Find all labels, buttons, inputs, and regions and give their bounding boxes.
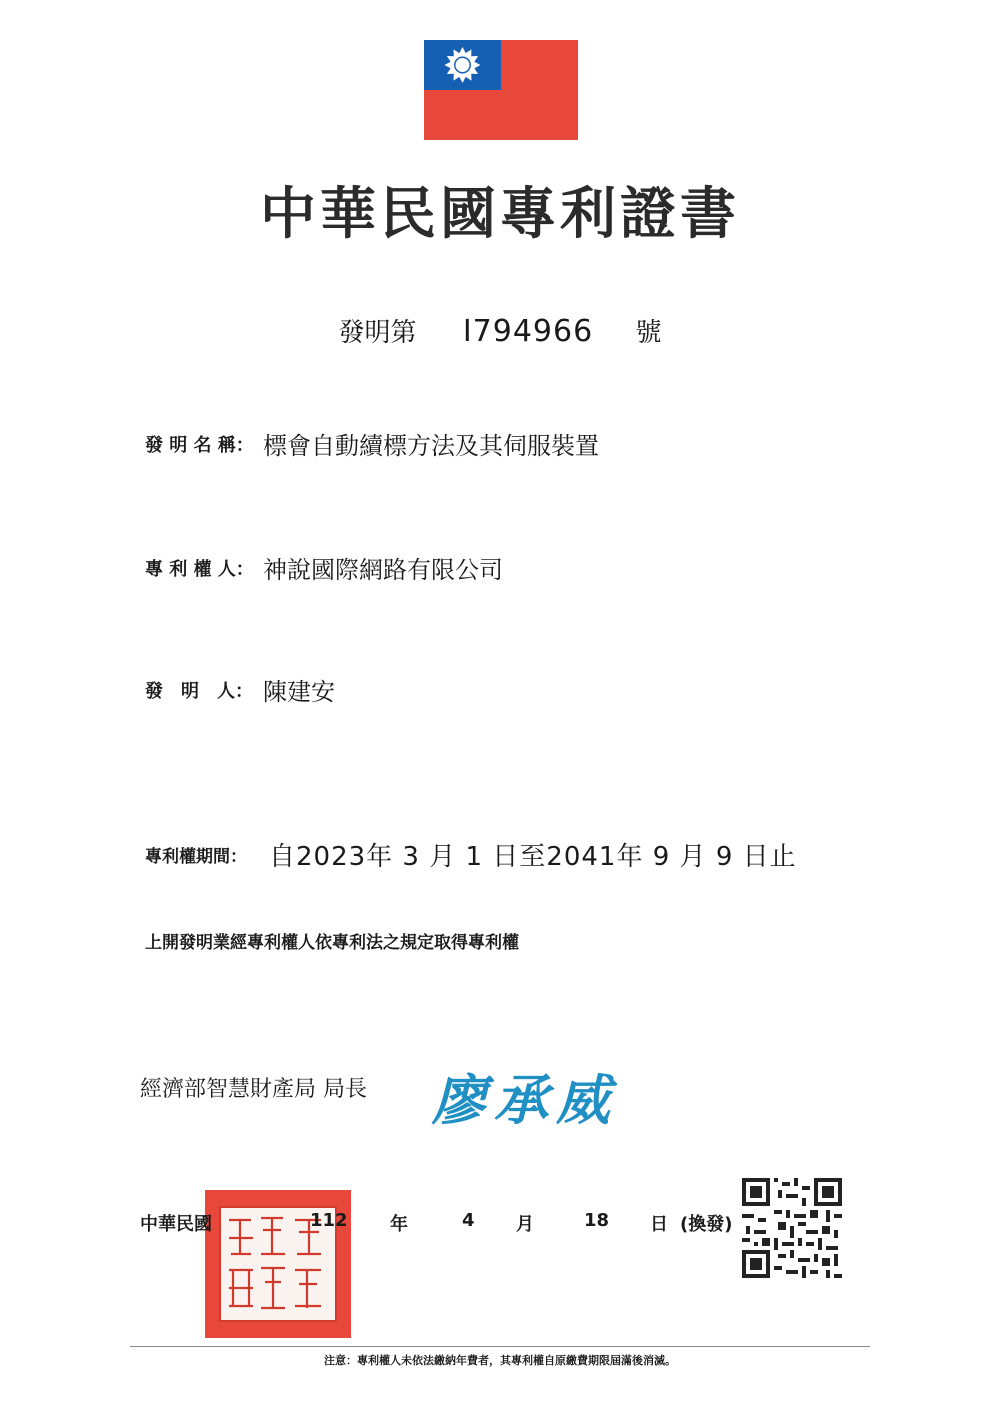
patentee-field: [145, 550, 503, 585]
patent-number-prefix: 發明第: [338, 318, 417, 348]
period-value: 自2023年 3 月 1 日至2041年 9 月 9 日止: [269, 842, 797, 872]
patentee-label: 專 利 權 人：: [145, 558, 254, 580]
director-signature: 廖承威: [432, 1068, 618, 1132]
date-day-unit: 日: [650, 1214, 668, 1235]
patent-period: [145, 836, 797, 873]
grant-statement: 上開發明業經專利權人依專利法之規定取得專利權: [145, 933, 519, 953]
period-label: 專利權期間：: [145, 847, 247, 867]
patent-number-suffix: 號: [635, 318, 662, 348]
national-flag: [424, 40, 578, 140]
qr-code: [742, 1178, 842, 1278]
invention-name-value: 標會自動續標方法及其伺服裝置: [263, 432, 599, 460]
date-era: 中華民國: [140, 1214, 212, 1235]
invention-name-label: 發 明 名 稱：: [145, 434, 254, 456]
date-note: (換發): [680, 1214, 733, 1235]
date-month-unit: 月: [516, 1214, 534, 1235]
inventor-label: 發 明 人：: [145, 680, 253, 702]
patent-number-value: I794966: [462, 314, 594, 349]
director-title: 經濟部智慧財產局 局長: [140, 1077, 367, 1102]
footer-divider: [130, 1346, 870, 1347]
patent-number-row: [0, 312, 1000, 349]
patentee-value: 神說國際網路有限公司: [263, 556, 503, 584]
inventor-value: 陳建安: [263, 678, 335, 706]
date-day: 18: [584, 1210, 610, 1231]
inventor-field: [145, 672, 335, 707]
date-year-unit: 年: [390, 1214, 408, 1235]
certificate-title: 中華民國專利證書: [260, 181, 740, 247]
footer-notice: 注意：專利權人未依法繳納年費者，其專利權自原繳費期限屆滿後消滅。: [324, 1354, 676, 1367]
date-month: 4: [462, 1210, 475, 1231]
invention-name-field: [145, 426, 599, 461]
date-year: 112: [310, 1210, 348, 1231]
